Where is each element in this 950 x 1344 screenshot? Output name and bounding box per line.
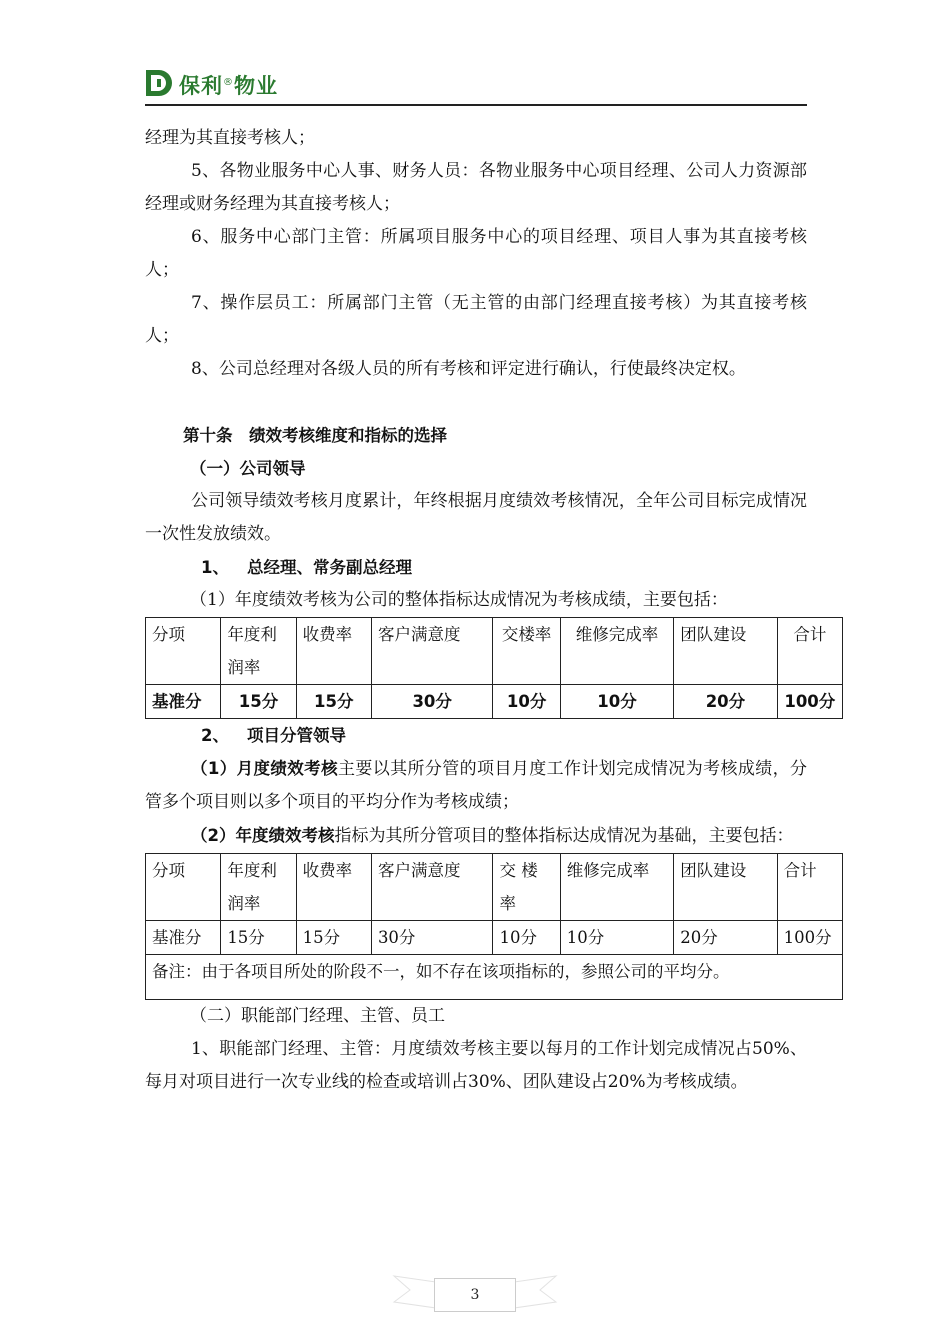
table-cell: 15分 [221,685,296,719]
paragraph: 8、公司总经理对各级人员的所有考核和评定进行确认，行使最终决定权。 [191,359,746,379]
table-cell: 年度利润率 [221,618,296,685]
table-cell: 20分 [674,921,777,955]
table-cell: 基准分 [146,685,221,719]
table-cell: 交 楼率 [493,854,560,921]
subsection-heading: 1、 总经理、常务副总经理 [201,558,412,577]
table-cell: 20分 [674,685,777,719]
page-header [145,66,807,106]
paragraph: 7、操作层员工：所属部门主管（无主管的由部门经理直接考核）为其直接考核人； [145,293,807,346]
section-heading: （二）职能部门经理、主管、员工 [190,1006,445,1026]
table-cell: 维修完成率 [560,854,673,921]
table-cell: 合计 [777,618,842,685]
table-cell: 交楼率 [493,618,560,685]
table-cell: 分项 [146,854,221,921]
document-body [145,122,836,1099]
table-cell: 年度利润率 [221,854,296,921]
table-cell: 团队建设 [674,854,777,921]
table-cell: 10分 [560,921,673,955]
table-header-row [146,854,843,921]
table-cell: 基准分 [146,921,221,955]
paragraph: 公司领导绩效考核月度累计，年终根据月度绩效考核情况，全年公司目标完成情况一次性发放绩效。 [145,491,807,544]
table-cell: 15分 [221,921,296,955]
table-cell: 10分 [560,685,673,719]
table-cell: 10分 [493,685,560,719]
table-cell: 合计 [777,854,842,921]
table-cell: 100分 [777,921,842,955]
paragraph: 经理为其直接考核人； [145,128,315,148]
paragraph: （1）年度绩效考核为公司的整体指标达成情况为考核成绩，主要包括： [190,590,728,610]
paragraph: 5、各物业服务中心人事、财务人员：各物业服务中心项目经理、公司人力资源部经理或财务经理为其直接考核人； [145,161,807,214]
table-cell: 收费率 [296,854,371,921]
company-logo-text: 保利®物业 [179,74,278,98]
table-cell: 客户满意度 [371,618,493,685]
table-cell: 10分 [493,921,560,955]
table-row [146,685,843,719]
table-cell: 维修完成率 [560,618,673,685]
table-header-row [146,618,843,685]
table-cell: 收费率 [296,618,371,685]
table-note-row [146,955,843,1000]
page-number: 3 [434,1278,516,1312]
paragraph: （1）月度绩效考核主要以其所分管的项目月度工作计划完成情况为考核成绩，分管多个项目则以多个项目的平均分作为考核成绩； [145,759,808,812]
header-divider [145,104,807,106]
table-cell: 团队建设 [674,618,777,685]
table-note: 备注：由于各项目所处的阶段不一，如不存在该项指标的，参照公司的平均分。 [146,955,843,1000]
section-heading: （一）公司领导 [190,459,306,478]
project-leader-score-table [145,853,843,1000]
table-cell: 分项 [146,618,221,685]
paragraph: （2）年度绩效考核指标为其所分管项目的整体指标达成情况为基础，主要包括： [191,826,794,846]
article-heading: 第十条 绩效考核维度和指标的选择 [183,426,447,445]
table-cell: 30分 [371,685,493,719]
table-cell: 15分 [296,921,371,955]
table-cell: 15分 [296,685,371,719]
table-row [146,921,843,955]
table-cell: 100分 [777,685,842,719]
table-cell: 30分 [371,921,493,955]
paragraph: 1、职能部门经理、主管：月度绩效考核主要以每月的工作计划完成情况占50%、每月对项目进行一次专业线的检查或培训占30%、团队建设占20%为考核成绩。 [145,1039,807,1092]
leader-score-table [145,617,843,719]
poly-logo-icon [145,68,175,98]
page-footer [392,1268,558,1312]
table-cell: 客户满意度 [371,854,493,921]
paragraph: 6、服务中心部门主管：所属项目服务中心的项目经理、项目人事为其直接考核人； [145,227,807,280]
subsection-heading: 2、 项目分管领导 [201,726,346,745]
